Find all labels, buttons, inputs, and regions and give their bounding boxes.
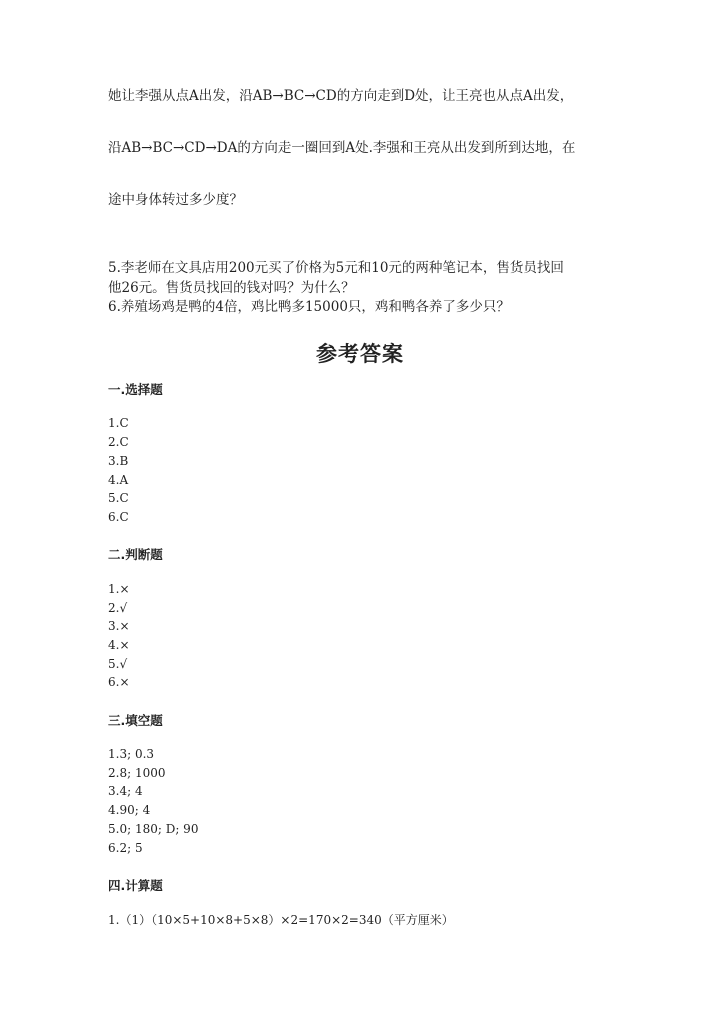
answer-item: 3.B [108,454,129,468]
answer-item: 1.× [108,582,130,596]
answer-item: 2.√ [108,601,128,615]
answer-item: 3.4; 4 [108,784,143,798]
answer-item: 6.2; 5 [108,841,143,855]
answer-item: 3.× [108,619,130,633]
question-6: 6.养殖场鸡是鸭的4倍，鸡比鸭多15000只，鸡和鸭各养了多少只？ [108,299,510,315]
problem-line-3: 途中身体转过多少度？ [108,192,243,208]
answer-title: 参考答案 [316,342,404,366]
answer-item: 1.C [108,416,129,430]
answer-item: 5.√ [108,657,128,671]
answer-item: 1.3; 0.3 [108,747,155,761]
answer-item: 6.× [108,675,130,689]
section-heading-judge: 二.判断题 [108,547,163,562]
answer-item: 6.C [108,510,129,524]
section-heading-choice: 一.选择题 [108,382,163,397]
question-5-line-1: 5.李老师在文具店用200元买了价格为5元和10元的两种笔记本，售货员找回 [108,260,564,276]
answer-item: 4.90; 4 [108,803,151,817]
answer-item: 4.A [108,473,129,487]
section-heading-calc: 四.计算题 [108,878,163,893]
answer-item: 4.× [108,638,130,652]
problem-line-1: 她让李强从点A出发，沿AB→BC→CD的方向走到D处，让王亮也从点A出发， [108,88,574,104]
section-heading-fill: 三.填空题 [108,713,163,728]
answer-item: 2.8; 1000 [108,766,166,780]
answer-item: 5.C [108,491,129,505]
answer-item: 1.（1）（10×5+10×8+5×8）×2=170×2=340（平方厘米） [108,913,454,927]
problem-line-2: 沿AB→BC→CD→DA的方向走一圈回到A处.李强和王亮从出发到所到达地，在 [108,140,576,156]
answer-item: 5.0; 180; D; 90 [108,822,199,836]
answer-item: 2.C [108,435,129,449]
question-5-line-2: 他26元。售货员找回的钱对吗？为什么？ [108,280,355,296]
